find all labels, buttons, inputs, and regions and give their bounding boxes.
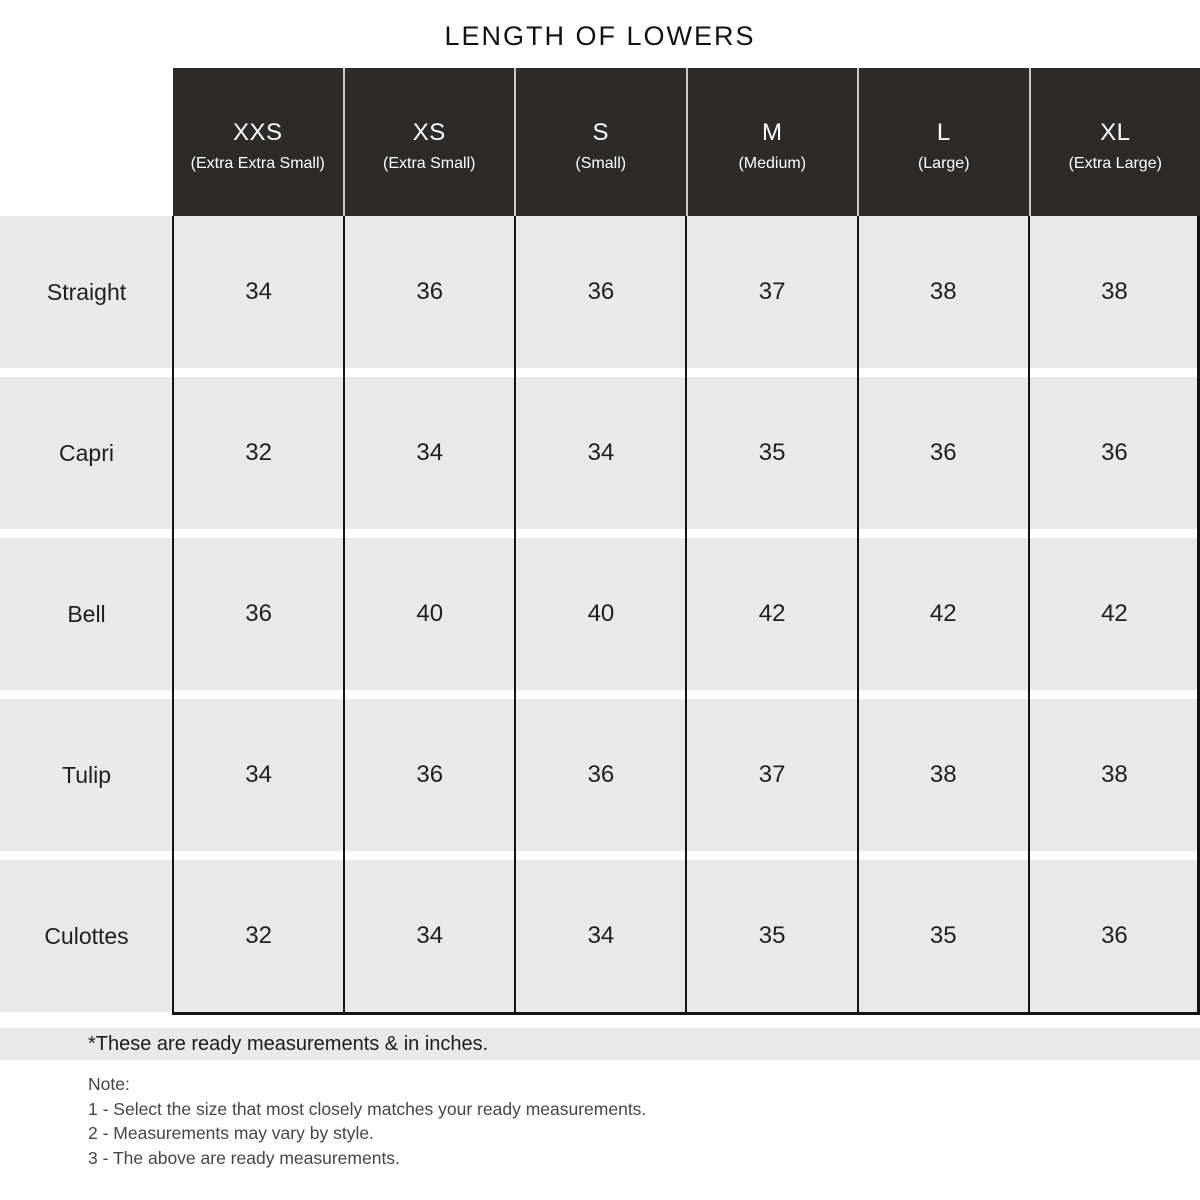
table-row-bell — [0, 538, 1200, 690]
column-header-m — [688, 68, 858, 216]
row-label: Tulip — [62, 761, 111, 788]
column-header-l — [859, 68, 1029, 216]
row-label: Bell — [67, 600, 106, 627]
table-header-row — [173, 68, 1200, 216]
size-value: 38 — [1101, 761, 1128, 788]
size-value: 40 — [587, 600, 615, 627]
size-value: 38 — [929, 761, 957, 788]
size-code: S — [592, 119, 609, 146]
size-code: XL — [1100, 119, 1131, 146]
size-value: 34 — [245, 761, 272, 788]
column-divider — [857, 216, 859, 1015]
column-divider — [1028, 216, 1030, 1015]
column-divider — [514, 216, 516, 1015]
footnote-band — [0, 1028, 1200, 1060]
column-divider — [172, 216, 174, 1015]
size-fullname: (Small) — [575, 155, 627, 172]
size-value: 38 — [1101, 278, 1128, 305]
size-value: 36 — [587, 761, 615, 788]
table-row-capri — [0, 377, 1200, 529]
size-code: M — [762, 119, 783, 146]
table-row-straight — [0, 216, 1200, 368]
row-label: Culottes — [44, 922, 129, 949]
size-value: 32 — [245, 439, 272, 466]
column-divider — [343, 216, 345, 1015]
size-fullname: (Medium) — [738, 155, 807, 172]
size-value: 32 — [245, 922, 272, 949]
size-code: XXS — [232, 119, 283, 146]
size-value: 36 — [245, 600, 272, 627]
size-value: 35 — [758, 922, 786, 949]
size-value: 36 — [416, 278, 444, 305]
size-value: 37 — [758, 761, 786, 788]
size-value: 35 — [758, 439, 786, 466]
size-value: 34 — [587, 922, 615, 949]
size-value: 37 — [758, 278, 786, 305]
table-row-culottes — [0, 860, 1200, 1012]
note-heading: Note: — [88, 1074, 130, 1094]
table-row-tulip — [0, 699, 1200, 851]
size-value: 34 — [587, 439, 615, 466]
size-fullname: (Extra Extra Small) — [190, 155, 325, 172]
size-code: L — [936, 119, 951, 146]
note-item: 3 - The above are ready measurements. — [88, 1147, 400, 1168]
note-item: 1 - Select the size that most closely matches your ready measurements. — [88, 1098, 647, 1119]
column-divider — [685, 216, 687, 1015]
size-value: 36 — [587, 278, 615, 305]
size-value: 36 — [929, 439, 957, 466]
note-item: 2 - Measurements may vary by style. — [88, 1123, 374, 1143]
size-value: 34 — [245, 278, 272, 305]
size-code: XS — [412, 119, 446, 146]
size-fullname: (Extra Large) — [1068, 155, 1162, 172]
size-value: 38 — [929, 278, 957, 305]
notes-section — [88, 1072, 646, 1170]
size-value: 40 — [416, 600, 444, 627]
size-fullname: (Large) — [917, 155, 970, 172]
size-value: 36 — [416, 761, 444, 788]
size-value: 34 — [416, 439, 444, 466]
row-label: Straight — [46, 278, 127, 305]
column-header-xl — [1031, 68, 1200, 216]
size-value: 36 — [1101, 922, 1128, 949]
size-value: 36 — [1101, 439, 1128, 466]
size-value: 42 — [758, 600, 786, 627]
page-title: LENGTH OF LOWERS — [444, 21, 756, 51]
column-header-xxs — [173, 68, 343, 216]
row-label: Capri — [59, 439, 114, 466]
table-bottom-border — [173, 1012, 1200, 1015]
column-header-s — [516, 68, 686, 216]
size-value: 35 — [929, 922, 957, 949]
footnote-text: *These are ready measurements & in inches. — [88, 1032, 489, 1055]
size-fullname: (Extra Small) — [383, 155, 476, 172]
size-value: 42 — [929, 600, 957, 627]
size-value: 34 — [416, 922, 444, 949]
size-value: 42 — [1101, 600, 1128, 627]
column-header-xs — [345, 68, 515, 216]
